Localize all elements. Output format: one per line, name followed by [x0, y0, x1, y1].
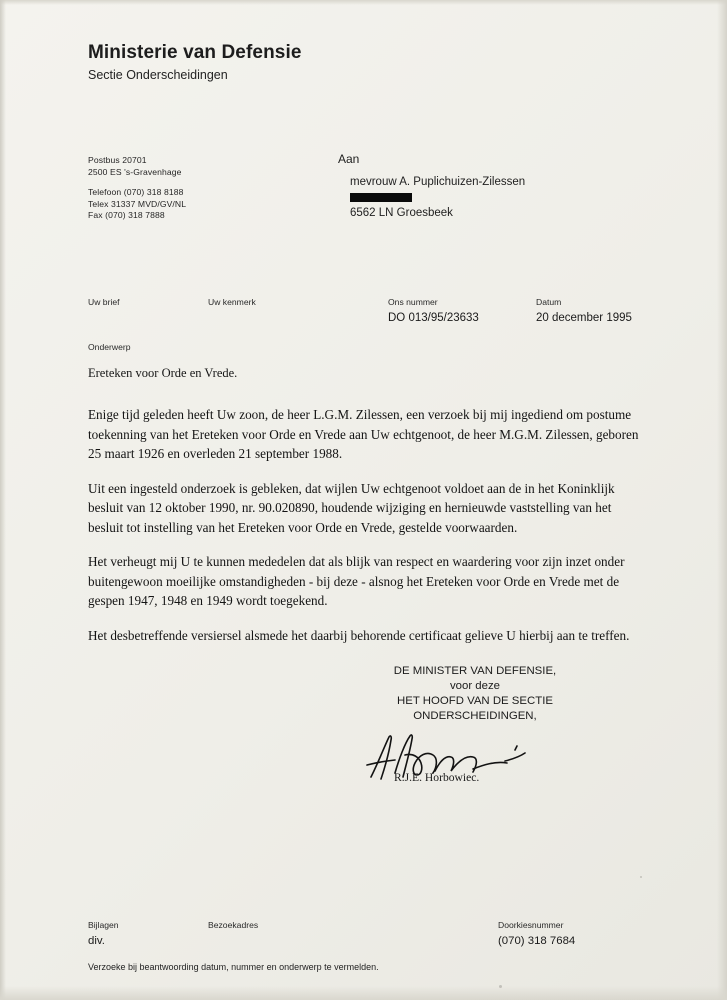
organisation-title: Ministerie van Defensie — [88, 42, 302, 63]
body-paragraph: Enige tijd geleden heeft Uw zoon, de heer L.G.M. Zilessen, een verzoek bij mij ingediend om postume toekenning van het Ereteken voor Orde en Vrede aan Uw echtgenoot, de heer M.G.M. Zilessen, geboren 25 maart 1926 en overleden 21 september 1988. — [88, 407, 639, 461]
signature-line-1: DE MINISTER VAN DEFENSIE, — [393, 665, 557, 677]
signature-line-4: ONDERSCHEIDINGEN, — [413, 710, 537, 722]
addressee-city: 6562 LN Groesbeek — [350, 207, 453, 219]
body-paragraph: Uit een ingesteld onderzoek is gebleken, dat wijlen Uw echtgenoot voldoet aan de in het Koninklijk besluit van 12 oktober 1990, nr. 90.020890, houdende wijziging en hernieuwde vaststelling van het besluit tot instelling van het Ereteken voor Orde en Vrede, gestelde voorwaarden. — [88, 480, 615, 535]
page-edge-right — [717, 0, 727, 1000]
uw-kenmerk-field — [208, 297, 256, 312]
bijlagen-field — [88, 920, 119, 947]
datum-label: Datum — [536, 297, 562, 307]
letterhead — [88, 42, 302, 83]
datum-value: 20 december 1995 — [536, 312, 632, 324]
bezoekadres-field — [208, 920, 258, 935]
redaction-bar-icon — [350, 193, 412, 202]
sender-telephone: Telefoon (070) 318 8188 — [88, 187, 184, 197]
addressee-label: Aan — [338, 152, 360, 166]
body-paragraph: Het verheugt mij U te kunnen mededelen dat als blijk van respect en waardering voor zijn inzet onder buitengewoon moeilijke omstandigheden - bij deze - alsnog het Ereteken voor Orde en Vrede met de gespen 1947, 1948 en 1949 wordt toegekend. — [88, 554, 625, 608]
datum-field — [536, 297, 632, 324]
sender-contact-block — [88, 155, 186, 222]
sender-postcode-city: 2500 ES 's-Gravenhage — [88, 166, 182, 177]
doorkiesnummer-value: (070) 318 7684 — [498, 935, 576, 947]
addressee-street-redacted — [350, 190, 525, 203]
ons-nummer-field — [388, 297, 479, 324]
signature-line-3: HET HOOFD VAN DE SECTIE — [397, 695, 553, 707]
bezoekadres-label: Bezoekadres — [208, 920, 259, 930]
body-paragraph: Het desbetreffende versiersel alsmede het daarbij behorende certificaat gelieve U hierbij aan te treffen. — [88, 627, 630, 643]
section-subtitle: Sectie Onderscheidingen — [88, 68, 228, 82]
scan-speck — [640, 876, 642, 878]
doorkiesnummer-label: Doorkiesnummer — [498, 920, 564, 930]
signatory-name: R.J.E. Horbowiec. — [394, 771, 480, 784]
addressee-name: mevrouw A. Puplichuizen-Zilessen — [350, 176, 526, 188]
uw-kenmerk-label: Uw kenmerk — [208, 297, 256, 307]
scan-speck — [499, 985, 502, 988]
signature-line-2: voor deze — [449, 680, 501, 692]
sender-fax: Fax (070) 318 7888 — [88, 210, 165, 220]
subject-value: Ereteken voor Orde en Vrede. — [88, 366, 238, 380]
bijlagen-label: Bijlagen — [88, 920, 119, 930]
ons-nummer-label: Ons nummer — [388, 297, 438, 307]
sender-po-box: Postbus 20701 — [88, 155, 147, 165]
letter-body — [88, 405, 648, 660]
uw-brief-label: Uw brief — [88, 297, 120, 307]
addressee-block — [338, 152, 525, 221]
uw-brief-field — [88, 297, 120, 312]
doorkiesnummer-field — [498, 920, 575, 947]
page-edge-left — [0, 0, 6, 1000]
sender-telex: Telex 31337 MVD/GV/NL — [88, 198, 187, 209]
subject-label: Onderwerp — [88, 342, 131, 352]
page-edge-top — [0, 0, 727, 5]
bijlagen-value: div. — [88, 935, 105, 947]
signature-block — [330, 664, 620, 724]
ons-nummer-value: DO 013/95/23633 — [388, 312, 479, 324]
footer-note: Verzoeke bij beantwoording datum, nummer en onderwerp te vermelden. — [88, 962, 379, 972]
page-edge-bottom — [0, 986, 727, 1000]
